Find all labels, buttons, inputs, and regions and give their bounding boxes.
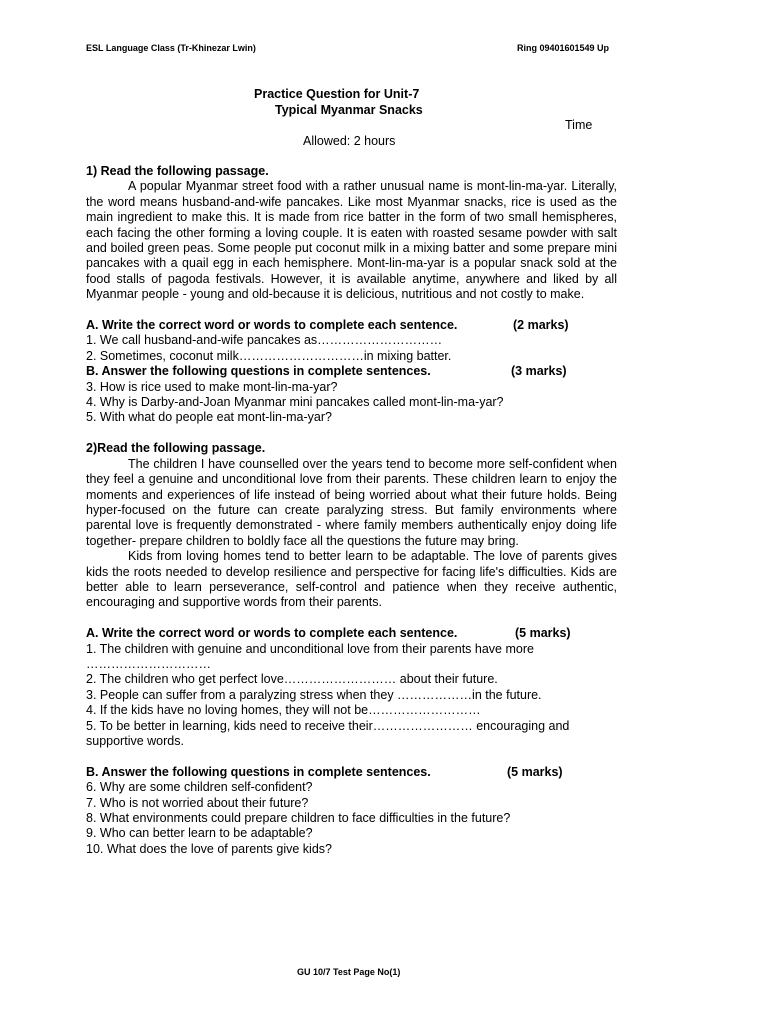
section2-passage-p1: The children I have counselled over the years tend to become more self-confident when they feel a genuine and unconditional love from their parents. These children learn to enjoy the moments and experiences of life instead of being worried about what their future holds. Being hyper-focused on the future can create paralyzing stress. But family environments where parental love is frequently demonstrated - where family members authentically enjoy doing life together- prepare children to boldly face all the questions the future may bring. xyxy=(86,456,617,548)
section2-partB-heading xyxy=(86,765,617,780)
section1-partA-heading xyxy=(86,318,617,333)
question-item: 7. Who is not worried about their future? xyxy=(86,795,309,810)
spacer xyxy=(86,611,617,626)
question-item: 10. What does the love of parents give kids? xyxy=(86,841,332,856)
partB-marks: (5 marks) xyxy=(507,764,563,779)
question-item: 9. Who can better learn to be adaptable? xyxy=(86,826,313,841)
question-item: 2. The children who get perfect love……………………… about their future. xyxy=(86,672,498,687)
section1-passage: A popular Myanmar street food with a rather unusual name is mont-lin-ma-yar. Literally, the word means husband-and-wife pancakes. Like most Myanmar snacks, rice is used as the main ingredient to make this. It is made from rice batter in the form of two small hemispheres, each facing the other forming a loving couple. It is eaten with roasted sesame powder with salt and boiled green peas. Some people put coconut milk in a mixing batter and some prepare mini pancakes with a quail egg in each hemisphere. Mont-lin-ma-yar is a popular snack sold at the food stalls of pagoda festivals. However, it is available anytime, anywhere and liked by all Myanmar people - young and old-because it is delicious, nutritious and not costly to make. xyxy=(86,179,617,302)
exam-content xyxy=(86,164,617,857)
partA-marks: (2 marks) xyxy=(513,318,569,333)
question-item: 4. If the kids have no loving homes, they will not be……………………… xyxy=(86,703,481,718)
section2-heading: 2)Read the following passage. xyxy=(86,441,266,456)
page-footer: GU 10/7 Test Page No(1) xyxy=(297,967,401,977)
partB-label: B. Answer the following questions in complete sentences. xyxy=(86,764,431,779)
section2-partA-heading xyxy=(86,626,617,641)
title-topic: Typical Myanmar Snacks xyxy=(275,102,423,117)
section2-passage-p2: Kids from loving homes tend to better learn to be adaptable. The love of parents gives kids the roots needed to develop resilience and perspective for facing life's difficulties. Kids are better able to learn perseverance, self-control and patience when they receive authentic, encouraging and supportive words from their parents. xyxy=(86,549,617,610)
question-item: 5. To be better in learning, kids need to receive their…………………… encouraging and supportive words. xyxy=(86,718,570,748)
header-contact: Ring 09401601549 Up xyxy=(517,43,610,53)
question-item: 4. Why is Darby-and-Joan Myanmar mini pancakes called mont-lin-ma-yar? xyxy=(86,395,504,410)
time-allowed: Allowed: 2 hours xyxy=(303,134,396,148)
time-label: Time xyxy=(565,118,593,132)
spacer xyxy=(86,426,617,441)
question-item: 3. People can suffer from a paralyzing stress when they ………………in the future. xyxy=(86,687,542,702)
title-unit: Practice Question for Unit-7 xyxy=(254,87,420,101)
section1-heading: 1) Read the following passage. xyxy=(86,164,269,178)
section1-partB-heading xyxy=(86,364,617,379)
header-class-name: ESL Language Class (Tr-Khinezar Lwin) xyxy=(86,43,256,53)
question-item: 2. Sometimes, coconut milk…………………………in mixing batter. xyxy=(86,348,452,363)
question-item: 1. We call husband-and-wife pancakes as………………………… xyxy=(86,333,443,348)
partB-label: B. Answer the following questions in complete sentences. xyxy=(86,364,431,379)
question-item: 1. The children with genuine and unconditional love from their parents have more ………………………… xyxy=(86,641,534,671)
question-item: 8. What environments could prepare children to face difficulties in the future? xyxy=(86,811,511,825)
partA-label: A. Write the correct word or words to complete each sentence. xyxy=(86,626,458,641)
question-item: 6. Why are some children self-confident? xyxy=(86,780,313,795)
partB-marks: (3 marks) xyxy=(511,364,567,379)
partA-marks: (5 marks) xyxy=(515,626,571,641)
question-item: 5. With what do people eat mont-lin-ma-yar? xyxy=(86,410,332,425)
question-item: 3. How is rice used to make mont-lin-ma-yar? xyxy=(86,379,338,394)
partA-label: A. Write the correct word or words to complete each sentence. xyxy=(86,318,458,333)
spacer xyxy=(86,303,617,318)
spacer xyxy=(86,749,617,764)
